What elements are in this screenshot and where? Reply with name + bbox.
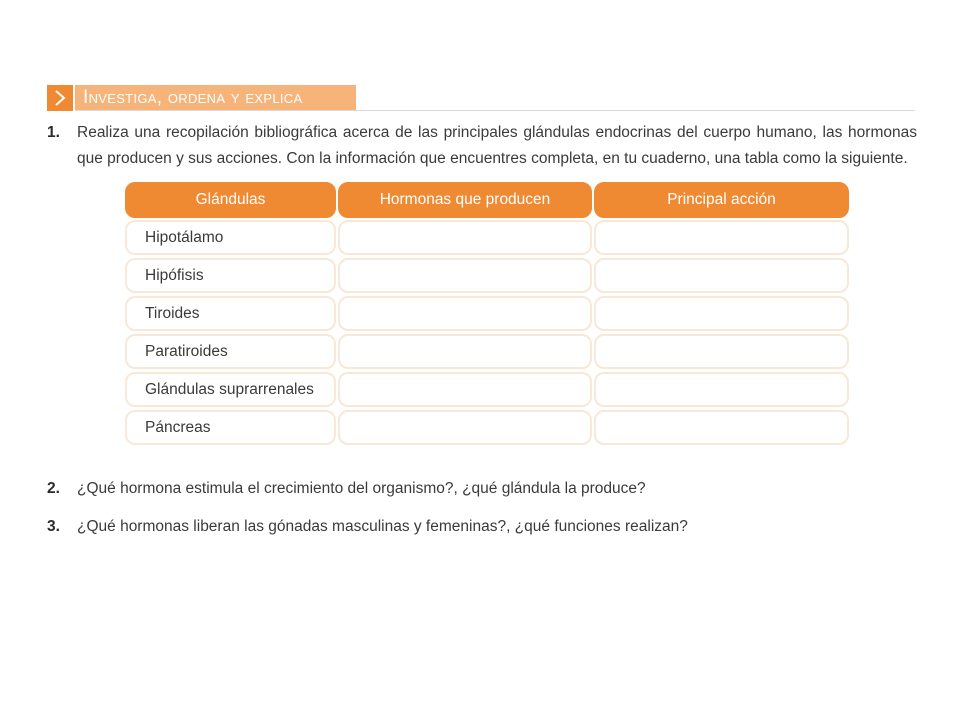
table-cell-action bbox=[594, 296, 849, 331]
section-title: Investiga, ordena y explica bbox=[75, 85, 356, 111]
table-cell-hormones bbox=[338, 372, 592, 407]
table-cell-hormones bbox=[338, 220, 592, 255]
question-text: ¿Qué hormonas liberan las gónadas masculinas y femeninas?, ¿qué funciones realizan? bbox=[77, 518, 688, 535]
question-text: Realiza una recopilación bibliográfica acerca de las principales glándulas endocrinas del cuerpo humano, las hormonas que producen y sus acciones. Con la información que encuentres completa, en tu cuaderno, una tabla como la siguiente. bbox=[77, 124, 917, 167]
table-header-glandulas: Glándulas bbox=[125, 182, 336, 218]
table-cell-action bbox=[594, 372, 849, 407]
table-header-accion: Principal acción bbox=[594, 182, 849, 218]
table-cell-gland: Hipotálamo bbox=[125, 220, 336, 255]
section-header bbox=[47, 85, 915, 111]
table-cell-gland: Paratiroides bbox=[125, 334, 336, 369]
table-cell-gland: Páncreas bbox=[125, 410, 336, 445]
question-2 bbox=[47, 476, 917, 502]
table-cell-gland: Glándulas suprarrenales bbox=[125, 372, 336, 407]
table-header-hormonas: Hormonas que producen bbox=[338, 182, 592, 218]
question-1 bbox=[47, 120, 917, 172]
table-cell-action bbox=[594, 334, 849, 369]
table-cell-hormones bbox=[338, 334, 592, 369]
table-cell-hormones bbox=[338, 410, 592, 445]
question-number: 1. bbox=[47, 124, 60, 141]
table-cell-gland: Hipófisis bbox=[125, 258, 336, 293]
question-number: 2. bbox=[47, 480, 60, 497]
table-cell-action bbox=[594, 258, 849, 293]
chevron-right-icon bbox=[47, 85, 73, 111]
table-cell-action bbox=[594, 220, 849, 255]
section-divider bbox=[75, 110, 915, 111]
question-text: ¿Qué hormona estimula el crecimiento del organismo?, ¿qué glándula la produce? bbox=[77, 480, 646, 497]
table-cell-hormones bbox=[338, 296, 592, 331]
table-cell-gland: Tiroides bbox=[125, 296, 336, 331]
question-number: 3. bbox=[47, 518, 60, 535]
question-3 bbox=[47, 514, 917, 540]
table-cell-action bbox=[594, 410, 849, 445]
table-cell-hormones bbox=[338, 258, 592, 293]
